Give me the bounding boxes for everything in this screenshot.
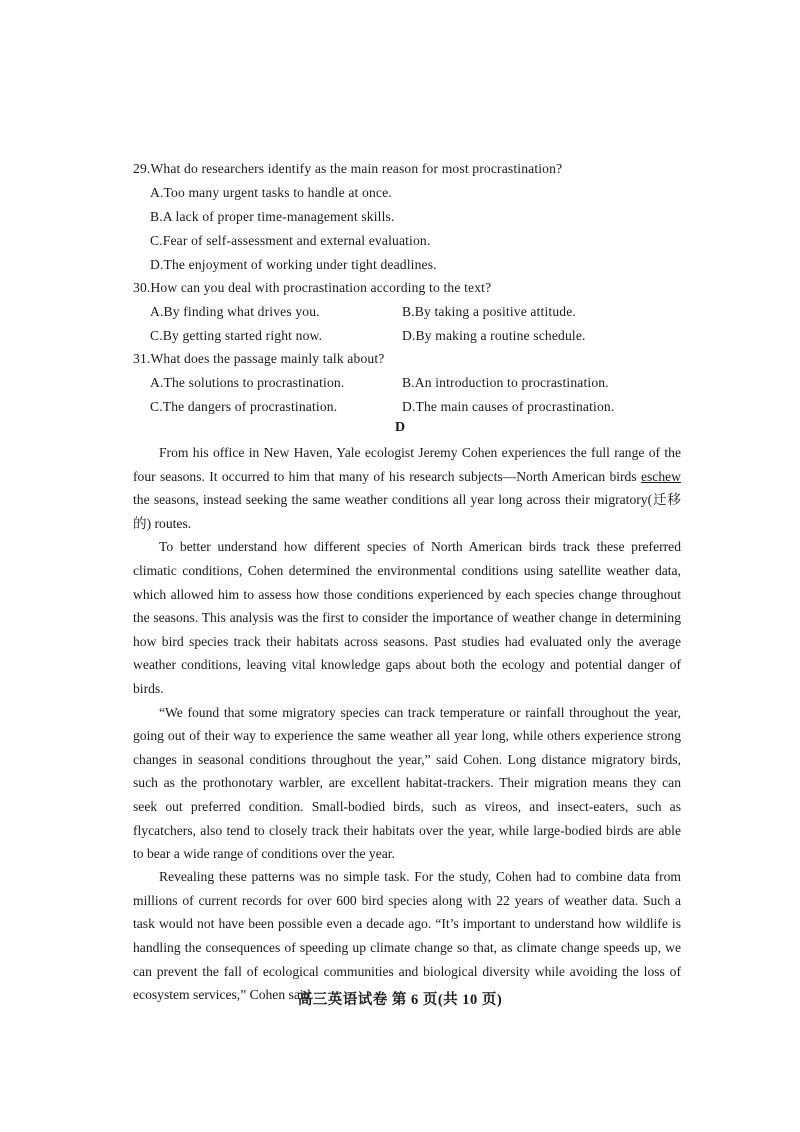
question-31-option-b: B.An introduction to procrastination. [402,375,609,390]
question-29-option-d: D.The enjoyment of working under tight deadlines. [150,257,437,272]
passage-paragraph-4: Revealing these patterns was no simple task. For the study, Cohen had to combine data from millions of current records for over 600 bird species along with 22 years of weather data. Such a task would not have been possible even a decade ago. “It’s important to understand how wildlife is handling the consequences of speeding up climate change so that, as climate change speeds up, we can prevent the fall of ecological communities and biological diversity while avoiding the loss of ecosystem services,” Cohen said. [133,869,681,1003]
section-label: D [394,420,406,435]
question-30-option-b: B.By taking a positive attitude. [402,304,576,319]
question-29-option-c: C.Fear of self-assessment and external evaluation. [150,233,431,248]
question-30-option-c: C.By getting started right now. [150,328,323,343]
passage-paragraph-3: “We found that some migratory species can track temperature or rainfall throughout the year, going out of their way to experience the same weather all year long, while others experience strong changes in seasonal conditions throughout the year,” said Cohen. Long distance migratory birds, such as the prothonotary warbler, are excellent habitat-trackers. Their migration means they can seek out preferred condition. Small-bodied birds, such as vireos, and insect-eaters, such as flycatchers, also tend to closely track their habitats over the year, while large-bodied birds are able to bear a wide range of conditions over the year. [133,704,681,862]
passage-p1-before: From his office in New Haven, Yale ecologist Jeremy Cohen experiences the full range of the four seasons. It occurred to him that many of his research subjects—North American birds [133,445,681,484]
question-29-option-a: A.Too many urgent tasks to handle at once. [150,185,392,200]
question-30-option-a: A.By finding what drives you. [150,304,320,319]
question-30-option-d: D.By making a routine schedule. [402,328,586,343]
question-31-option-c: C.The dangers of procrastination. [150,399,338,414]
question-29-stem: 29.What do researchers identify as the main reason for most procrastination? [133,161,563,176]
passage-paragraph-1 [133,441,681,535]
question-31-option-a: A.The solutions to procrastination. [150,375,345,390]
page-footer: 高三英语试卷 第 6 页(共 10 页) [297,992,503,1008]
passage-p1-after: the seasons, instead seeking the same weather conditions all year long across their migratory(迁移的) routes. [133,492,681,531]
passage-paragraph-2: To better understand how different species of North American birds track these preferred climatic conditions, Cohen determined the environmental conditions using satellite weather data, which allowed him to assess how those conditions experienced by each species change throughout the seasons. This analysis was the first to consider the importance of weather change in determining how bird species track their habitats across seasons. Past studies had evaluated only the average weather conditions, leaving vital knowledge gaps about both the ecology and potential danger of birds. [133,539,681,696]
underlined-word-eschew: eschew [640,468,681,484]
question-29-option-b: B.A lack of proper time-management skills. [150,209,395,224]
question-31-option-d: D.The main causes of procrastination. [402,399,615,414]
question-30-stem: 30.How can you deal with procrastination according to the text? [133,280,492,295]
question-31-stem: 31.What does the passage mainly talk about? [133,351,385,366]
reading-passage [133,441,681,1007]
